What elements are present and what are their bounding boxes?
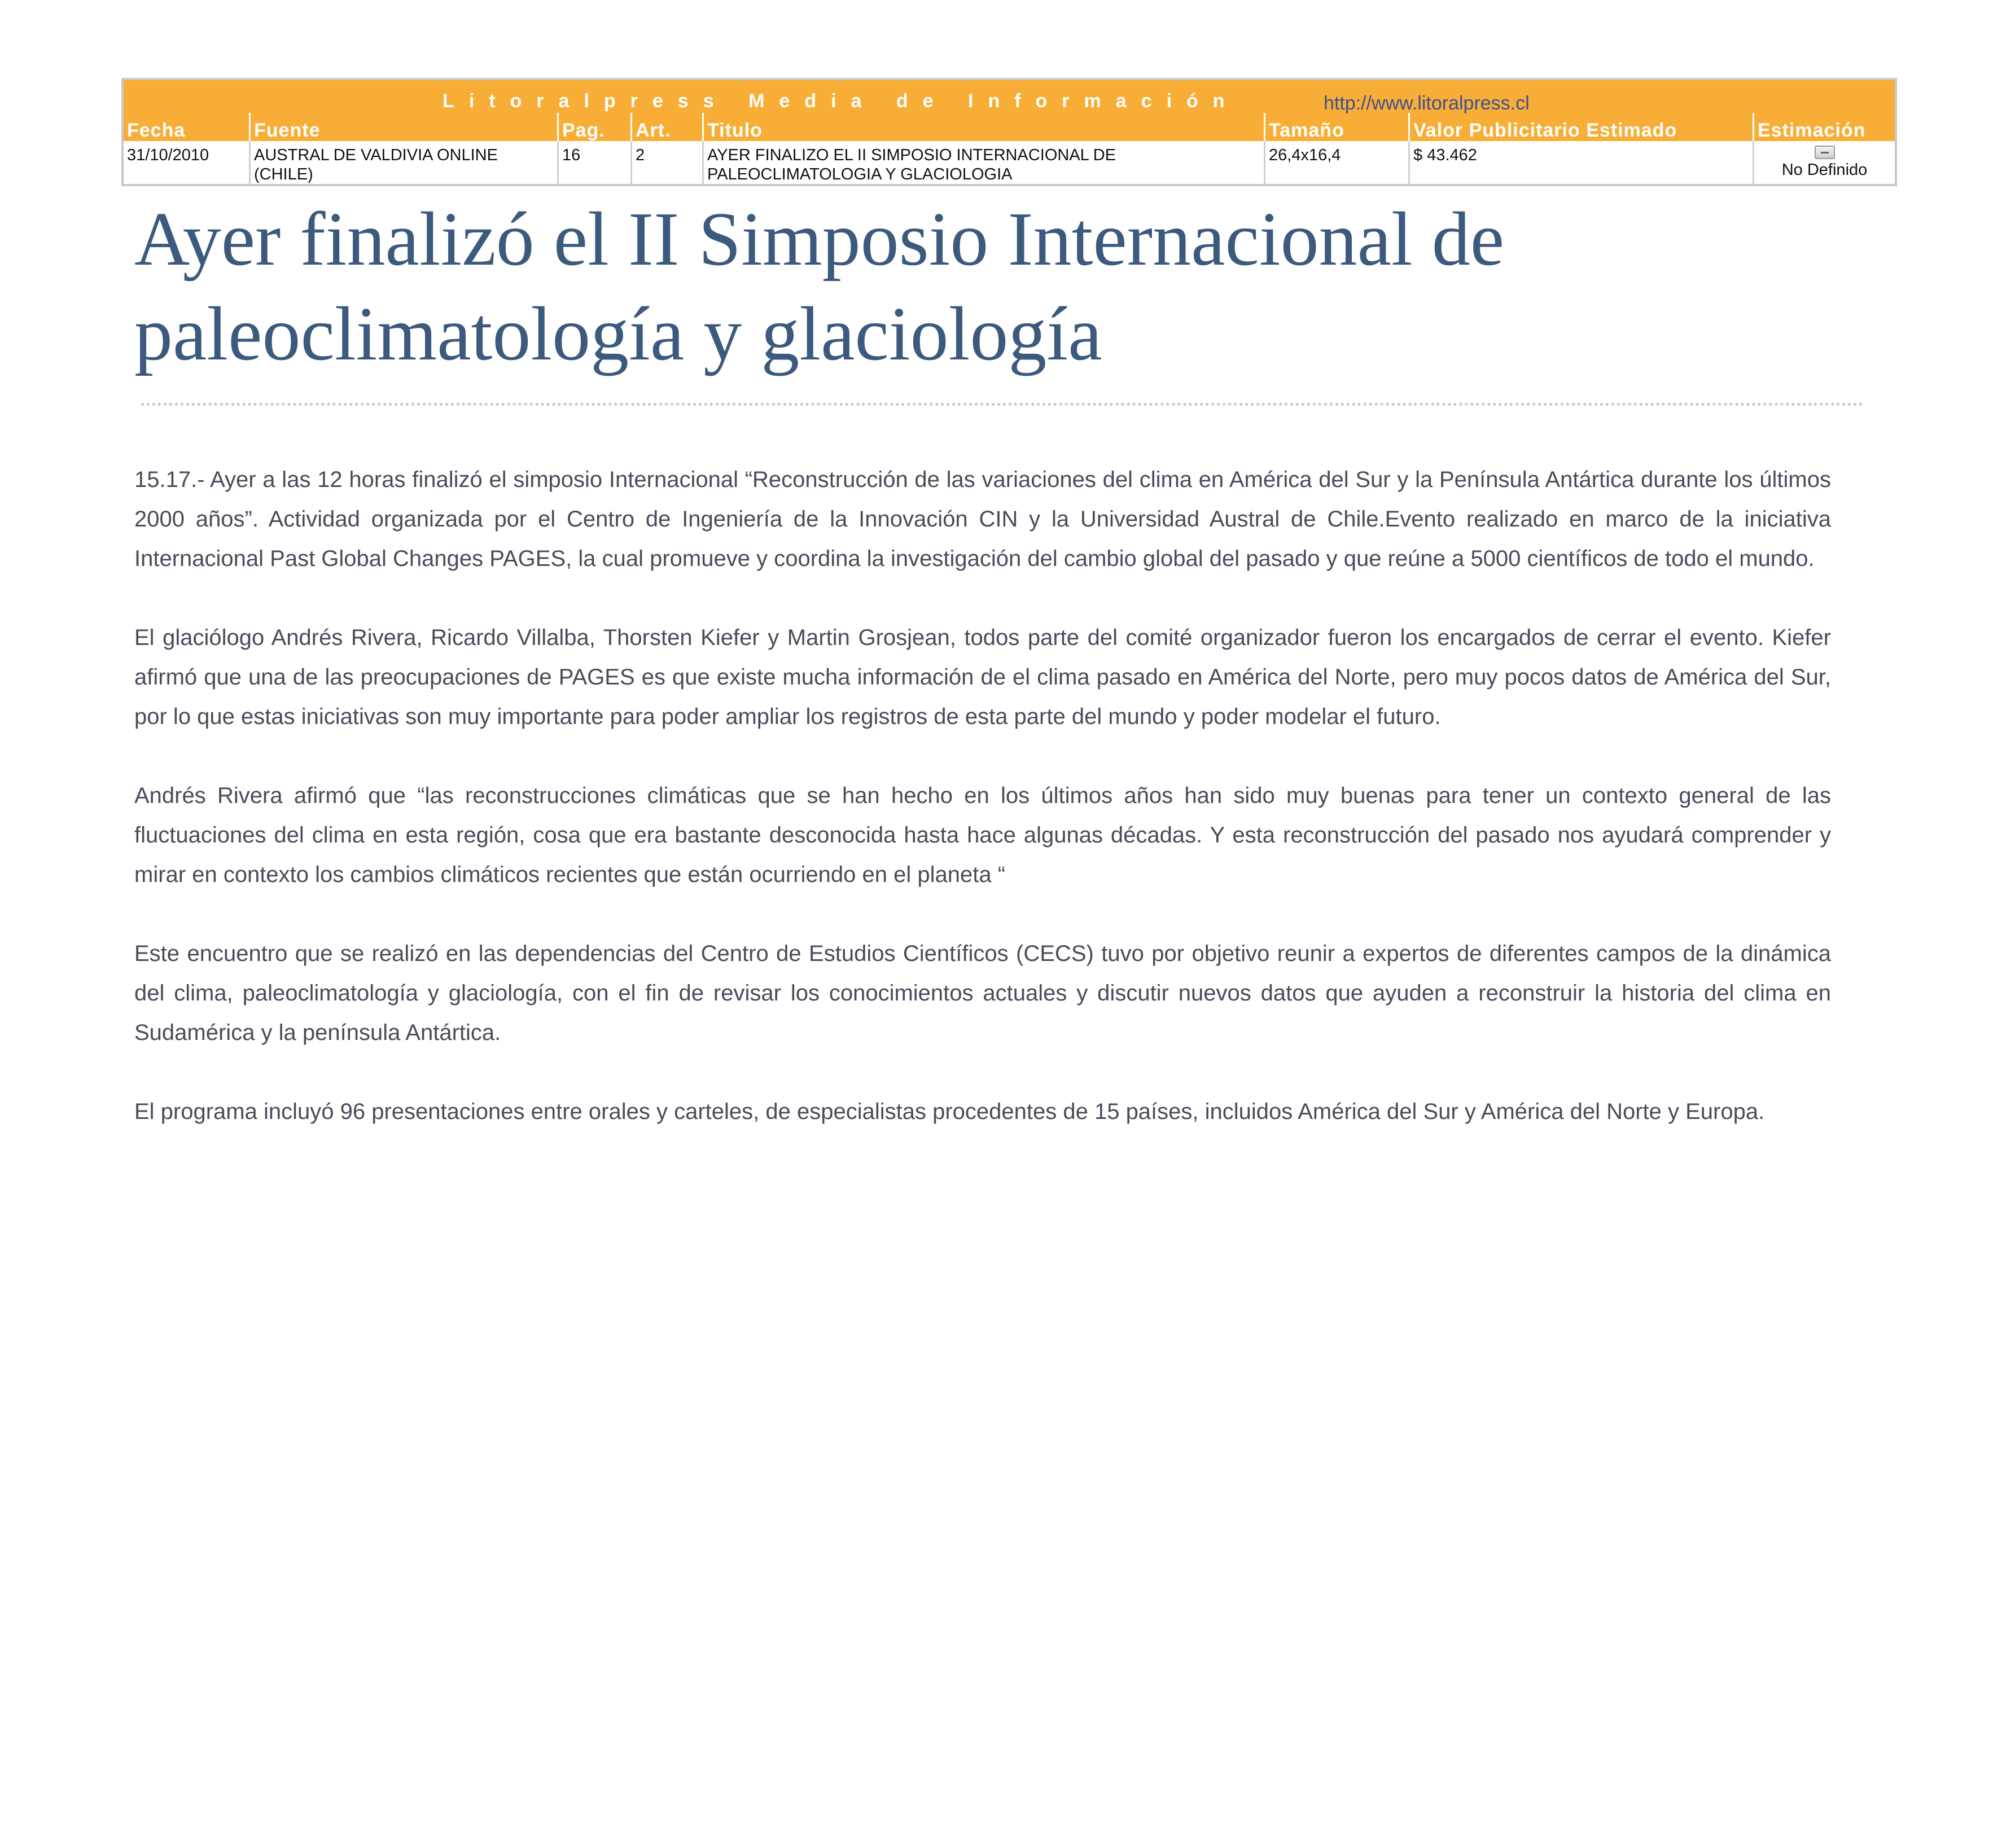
article-paragraph: 15.17.- Ayer a las 12 horas finalizó el simposio Internacional “Reconstrucción de las variaciones del clima en América del Sur y la Península Antártica durante los últimos 2000 años”. Actividad organizada por el Centro de Ingeniería de la Innovación CIN y la Universidad Austral de Chile.Evento realizado en marco de la iniciativa Internacional Past Global Changes PAGES, la cual promueve y coordina la investigación del cambio global del pasado y que reúne a 5000 científicos de todo el mundo. bbox=[134, 467, 1831, 571]
header-valor: Valor Publicitario Estimado bbox=[1410, 113, 1754, 141]
minus-box-icon[interactable] bbox=[1815, 146, 1835, 159]
header-titulo: Titulo bbox=[704, 113, 1265, 141]
table-header-row bbox=[124, 113, 1895, 141]
table-row bbox=[124, 141, 1895, 184]
header-tamano: Tamaño bbox=[1265, 113, 1410, 141]
litoralpress-banner bbox=[124, 80, 1895, 113]
estimacion-value: No Definido bbox=[1781, 161, 1868, 179]
cell-tamano: 26,4x16,4 bbox=[1265, 141, 1410, 184]
header-estimacion: Estimación bbox=[1758, 120, 1866, 141]
cell-estimacion bbox=[1754, 141, 1895, 184]
header-art: Art. bbox=[632, 113, 704, 141]
cell-pag: 16 bbox=[559, 141, 632, 184]
cell-valor: $ 43.462 bbox=[1410, 141, 1754, 184]
header-fuente: Fuente bbox=[251, 113, 559, 141]
article-paragraph: Andrés Rivera afirmó que “las reconstrucciones climáticas que se han hecho en los últimos años han sido muy buenas para tener un contexto general de las fluctuaciones del clima en esta región, cosa que era bastante desconocida hasta hace algunas décadas. Y esta reconstrucción del pasado nos ayudará comprender y mirar en contexto los cambios climáticos recientes que están ocurriendo en el planeta “ bbox=[134, 783, 1831, 887]
article-body bbox=[134, 460, 1831, 1171]
article-headline: Ayer finalizó el II Simposio Internacional de paleoclimatología y glaciología bbox=[134, 197, 1505, 376]
article-paragraph: El programa incluyó 96 presentaciones entre orales y carteles, de especialistas procedentes de 15 países, incluidos América del Sur y América del Norte y Europa. bbox=[134, 1099, 1765, 1124]
article-paragraph: El glaciólogo Andrés Rivera, Ricardo Villalba, Thorsten Kiefer y Martin Grosjean, todos parte del comité organizador fueron los encargados de cerrar el evento. Kiefer afirmó que una de las preocupaciones de PAGES es que existe mucha información de el clima pasado en América del Norte, pero muy pocos datos de América del Sur, por lo que estas iniciativas son muy importante para poder ampliar los registros de esta parte del mundo y poder modelar el futuro. bbox=[134, 625, 1831, 729]
header-fecha: Fecha bbox=[124, 113, 251, 141]
cell-fuente: AUSTRAL DE VALDIVIA ONLINE (CHILE) bbox=[251, 141, 559, 184]
banner-title: Litoralpress Media de Información bbox=[443, 90, 1239, 112]
header-pag: Pag. bbox=[559, 113, 632, 141]
cell-art: 2 bbox=[632, 141, 704, 184]
banner-url-link[interactable]: http://www.litoralpress.cl bbox=[1324, 93, 1530, 114]
cell-titulo: AYER FINALIZO EL II SIMPOSIO INTERNACIONAL DE PALEOCLIMATOLOGIA Y GLACIOLOGIA bbox=[704, 141, 1265, 184]
cell-fecha: 31/10/2010 bbox=[124, 141, 251, 184]
article-paragraph: Este encuentro que se realizó en las dependencias del Centro de Estudios Científicos (CECS) tuvo por objetivo reunir a expertos de diferentes campos de la dinámica del clima, paleoclimatología y glaciología, con el fin de revisar los conocimientos actuales y discutir nuevos datos que ayuden a reconstruir la historia del clima en Sudamérica y la península Antártica. bbox=[134, 941, 1831, 1045]
dotted-divider bbox=[141, 403, 1864, 406]
clipping-info-table bbox=[121, 78, 1897, 186]
